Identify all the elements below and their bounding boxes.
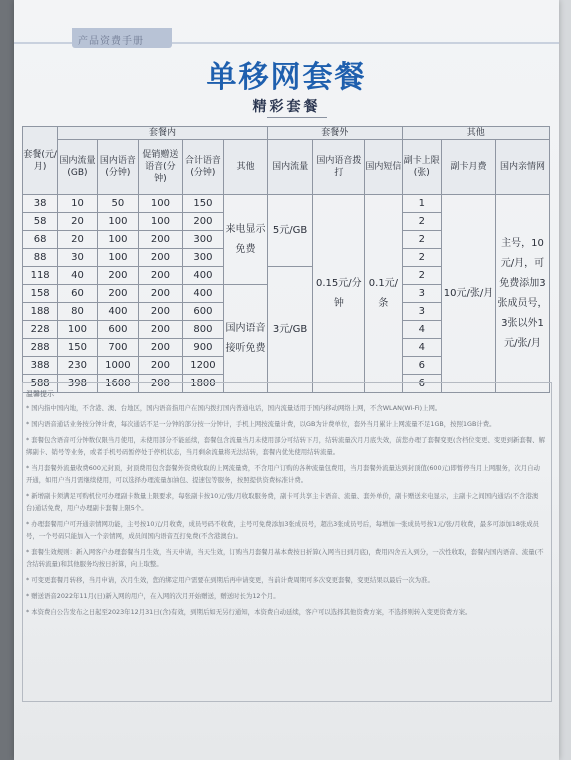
cell-promo-voice: 100 xyxy=(139,213,183,231)
cell-data: 398 xyxy=(58,375,97,393)
cell-out-data-bottom: 3元/GB xyxy=(267,267,313,393)
note-item: * 新增副卡须满足可购机位可办理副卡数量上限要求，每张副卡按10元/张/月收取服务费，副卡可共享主卡语音、流量、套外单价，副卡赠送来电显示，主副卡之间国内通话(不含港澳台)通话免费，用户办理副卡套餐上限5个。 xyxy=(26,492,539,512)
col-total-voice: 合计语音(分钟) xyxy=(182,140,223,195)
cell-data: 10 xyxy=(58,195,97,213)
cell-voice: 100 xyxy=(97,213,138,231)
cell-promo-voice: 200 xyxy=(139,285,183,303)
cell-data: 40 xyxy=(58,267,97,285)
plan-table-body xyxy=(23,195,550,393)
cell-voice: 200 xyxy=(97,267,138,285)
cell-data: 100 xyxy=(58,321,97,339)
cell-total-voice: 1800 xyxy=(182,375,223,393)
cell-sub-card-limit: 4 xyxy=(402,321,441,339)
group-outside: 套餐外 xyxy=(267,127,402,140)
header-tab-label: 产品资费手册 xyxy=(78,36,144,47)
note-item: * 本资费自公告发布之日起至2023年12月31日(含)有效，到期后如无另行通知，本资费自动延续，客户可以选择其他资费方案，不选择则转入变更资费方案。 xyxy=(26,608,472,616)
cell-fee: 88 xyxy=(23,249,58,267)
cell-voice: 1000 xyxy=(97,357,138,375)
cell-family: 主号，10元/月，可免费添加3张成员号，3张以外1元/张/月 xyxy=(495,195,549,393)
cell-total-voice: 300 xyxy=(182,249,223,267)
notes-list xyxy=(26,402,546,618)
notes xyxy=(26,388,546,622)
cell-fee: 58 xyxy=(23,213,58,231)
cell-fee: 188 xyxy=(23,303,58,321)
col-voice: 国内语音(分钟) xyxy=(97,140,138,195)
cell-out-data-top: 5元/GB xyxy=(267,195,313,267)
cell-data: 230 xyxy=(58,357,97,375)
cell-sub-card-limit: 3 xyxy=(402,285,441,303)
cell-sub-card-limit: 2 xyxy=(402,249,441,267)
note-item: * 办理套餐用户可开通亲情网功能，主号按10元/月收费，成员号码不收费，主号可免费添加3张成员号，超出3张成员号后，每增加一张成员号按1元/张/月收费，最多可添加18张成员号，一个号码只能加入一个亲情网，成员间国内语音互打免费(不含港澳台)。 xyxy=(26,520,540,540)
note-item: * 套餐生效规则：新入网客户办理套餐当月生效，当天申请，当天生效，订购当月套餐月基本费按日折算(入网当日到月底)，费用四舍五入到分，一次性收取，套餐内国内语音、流量(不含结转流量)和其他服务均按日折算，向上取整。 xyxy=(26,548,544,568)
cell-fee: 228 xyxy=(23,321,58,339)
cell-total-voice: 400 xyxy=(182,267,223,285)
cell-promo-voice: 200 xyxy=(139,267,183,285)
cell-total-voice: 150 xyxy=(182,195,223,213)
note-item: * 当月套餐外流量收费600元封顶，封顶费用包含套餐外资费收取的上网流量费，不含用户订购的各种流量包费用，当月套餐外流量达到封顶值(600元)即暂停当月上网服务，次月自动开通，如用户当月需继续使用，可以选择办理流量加油包、提速包等服务，按照提供资费标准计费。 xyxy=(26,464,540,484)
cell-others-top: 来电显示免费 xyxy=(224,195,268,285)
plan-table xyxy=(22,126,550,393)
note-item: * 可变更套餐月转移，当月申请，次月生效，您的绑定用户需要在到期后再申请变更，当前计费周期可多次变更套餐，变更结果以最后一次为准。 xyxy=(26,576,434,584)
cell-sub-card-fee: 10元/张/月 xyxy=(442,195,496,393)
cell-data: 30 xyxy=(58,249,97,267)
cell-voice: 700 xyxy=(97,339,138,357)
cell-fee: 288 xyxy=(23,339,58,357)
cell-sub-card-limit: 2 xyxy=(402,213,441,231)
cell-sub-card-limit: 2 xyxy=(402,267,441,285)
cell-sub-card-limit: 6 xyxy=(402,375,441,393)
cell-sub-card-limit: 4 xyxy=(402,339,441,357)
cell-others-bottom: 国内语音接听免费 xyxy=(224,285,268,393)
cell-data: 150 xyxy=(58,339,97,357)
cell-voice: 100 xyxy=(97,249,138,267)
cell-fee: 118 xyxy=(23,267,58,285)
cell-data: 60 xyxy=(58,285,97,303)
cell-fee: 588 xyxy=(23,375,58,393)
cell-fee: 68 xyxy=(23,231,58,249)
cell-total-voice: 900 xyxy=(182,339,223,357)
cell-total-voice: 300 xyxy=(182,231,223,249)
page-subtitle: 精彩套餐 xyxy=(252,99,321,115)
page-edge xyxy=(0,0,14,760)
table-row xyxy=(23,195,550,213)
cell-total-voice: 200 xyxy=(182,213,223,231)
cell-out-voice: 0.15元/分钟 xyxy=(313,195,365,393)
cell-promo-voice: 100 xyxy=(139,195,183,213)
cell-total-voice: 800 xyxy=(182,321,223,339)
cell-sub-card-limit: 1 xyxy=(402,195,441,213)
cell-voice: 50 xyxy=(97,195,138,213)
cell-promo-voice: 200 xyxy=(139,249,183,267)
cell-sub-card-limit: 2 xyxy=(402,231,441,249)
cell-voice: 400 xyxy=(97,303,138,321)
cell-sub-card-limit: 3 xyxy=(402,303,441,321)
cell-voice: 600 xyxy=(97,321,138,339)
cell-sub-card-limit: 6 xyxy=(402,357,441,375)
cell-voice: 100 xyxy=(97,231,138,249)
col-sub-card-limit: 副卡上限(张) xyxy=(402,140,441,195)
col-family: 国内亲情网 xyxy=(495,140,549,195)
cell-total-voice: 400 xyxy=(182,285,223,303)
cell-out-sms: 0.1元/条 xyxy=(365,195,402,393)
cell-promo-voice: 200 xyxy=(139,339,183,357)
group-other: 其他 xyxy=(402,127,549,140)
col-sub-card-fee: 副卡月费 xyxy=(442,140,496,195)
cell-data: 20 xyxy=(58,213,97,231)
cell-promo-voice: 200 xyxy=(139,357,183,375)
cell-total-voice: 600 xyxy=(182,303,223,321)
cell-data: 20 xyxy=(58,231,97,249)
cell-promo-voice: 200 xyxy=(139,321,183,339)
header-tab xyxy=(72,28,172,48)
page-title: 单移网套餐 xyxy=(206,60,367,95)
note-item: * 套餐包含语音可分钟数仅限当月使用，未使用部分不能延续，套餐包含流量当月未使用部分可结转下月，结转流量次月月底失效，前您办理了套餐变更(含档位变更、变更到新套餐、解绑副卡、销号等业务，或者手机号码暂停处于停机状态，当月剩余流量将无法结转，套餐内优先使用结转流量。 xyxy=(26,436,545,456)
group-inside: 套餐内 xyxy=(58,127,268,140)
cell-fee: 38 xyxy=(23,195,58,213)
col-data: 国内流量(GB) xyxy=(58,140,97,195)
cell-fee: 158 xyxy=(23,285,58,303)
cell-data: 80 xyxy=(58,303,97,321)
col-out-sms: 国内短信 xyxy=(365,140,402,195)
note-item: * 国内指中国内地，不含港、澳、台地区，国内语音指用户在国内拨打国内普通电话，国内流量适用于国内移动网络上网，不含WLAN(Wi-Fi)上网。 xyxy=(26,404,442,412)
subtitle-underline xyxy=(267,117,327,118)
cell-promo-voice: 200 xyxy=(139,231,183,249)
col-fee: 套餐(元/月) xyxy=(23,127,58,195)
cell-total-voice: 1200 xyxy=(182,357,223,375)
cell-promo-voice: 200 xyxy=(139,375,183,393)
cell-fee: 388 xyxy=(23,357,58,375)
note-item: * 国内语音通话业务按分钟计费，每次通话不足一分钟的部分按一分钟计，手机上网按流量计费，以GB为计费单位，套外当月累计上网流量不足1GB，按照1GB计费。 xyxy=(26,420,496,428)
note-item: * 赠送语音2022年11月(日)新入网的用户，在入网的次月开始赠送，赠送时长为12个月。 xyxy=(26,592,280,600)
cell-voice: 1600 xyxy=(97,375,138,393)
col-out-data: 国内流量 xyxy=(267,140,313,195)
col-out-voice: 国内语音拨打 xyxy=(313,140,365,195)
notes-heading: 温馨提示 xyxy=(26,390,54,398)
cell-promo-voice: 200 xyxy=(139,303,183,321)
col-promo-voice: 促销赠送语音(分钟) xyxy=(139,140,183,195)
cell-voice: 200 xyxy=(97,285,138,303)
col-others: 其他 xyxy=(224,140,268,195)
